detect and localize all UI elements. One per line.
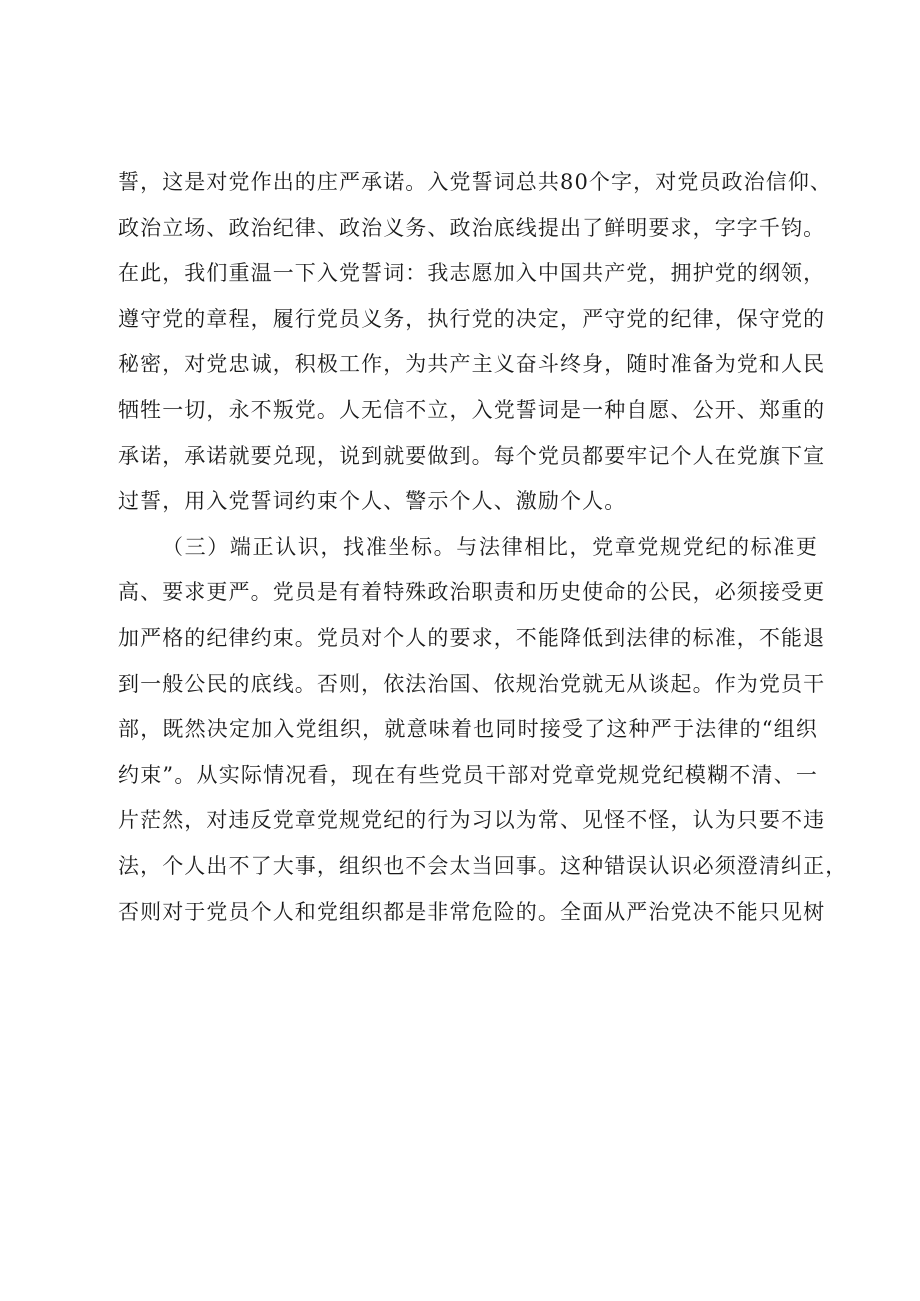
text-line: 秘密，对党忠诚，积极工作，为共产主义奋斗终身，随时准备为党和人民 bbox=[118, 352, 826, 377]
text-line: 承诺，承诺就要兑现，说到就要做到。每个党员都要牢记个人在党旗下宣 bbox=[118, 443, 826, 468]
text-line: 政治立场、政治纪律、政治义务、政治底线提出了鲜明要求，字字千钧。 bbox=[118, 215, 826, 240]
text-line: 部，既然决定加入党组织，就意味着也同时接受了这种严于法律的“组织 bbox=[118, 717, 818, 742]
section-heading-line: （三）端正认识，找准坐标。与法律相比，党章党规党纪的标准更 bbox=[162, 534, 818, 559]
text-line: 过誓，用入党誓词约束个人、警示个人、激励个人。 bbox=[118, 489, 627, 514]
text-line: 在此，我们重温一下入党誓词：我志愿加入中国共产党，拥护党的纲领， bbox=[118, 261, 826, 286]
text-line: 片茫然，对违反党章党规党纪的行为习以为常、见怪不怪，认为只要不违 bbox=[118, 808, 826, 833]
text-line: 加严格的纪律约束。党员对个人的要求，不能降低到法律的标准，不能退 bbox=[118, 625, 826, 650]
text-line: 牺牲一切，永不叛党。人无信不立，入党誓词是一种自愿、公开、郑重的 bbox=[118, 397, 826, 422]
body-text bbox=[118, 160, 848, 935]
paragraph-section-three bbox=[118, 525, 848, 935]
text-line: 誓，这是对党作出的庄严承诺。入党誓词总共80个字，对党员政治信仰、 bbox=[118, 170, 833, 194]
text-line: 到一般公民的底线。否则，依法治国、依规治党就无从谈起。作为党员干 bbox=[118, 671, 826, 696]
paragraph-oath bbox=[118, 160, 833, 525]
text-line: 高、要求更严。党员是有着特殊政治职责和历史使命的公民，必须接受更 bbox=[118, 580, 826, 605]
text-line: 法，个人出不了大事，组织也不会太当回事。这种错误认识必须澄清纠正， bbox=[118, 853, 848, 878]
text-line: 约束”。从实际情况看，现在有些党员干部对党章党规党纪模糊不清、一 bbox=[118, 762, 818, 787]
text-line: 否则对于党员个人和党组织都是非常危险的。全面从严治党决不能只见树 bbox=[118, 899, 826, 924]
text-line: 遵守党的章程，履行党员义务，执行党的决定，严守党的纪律，保守党的 bbox=[118, 306, 826, 331]
